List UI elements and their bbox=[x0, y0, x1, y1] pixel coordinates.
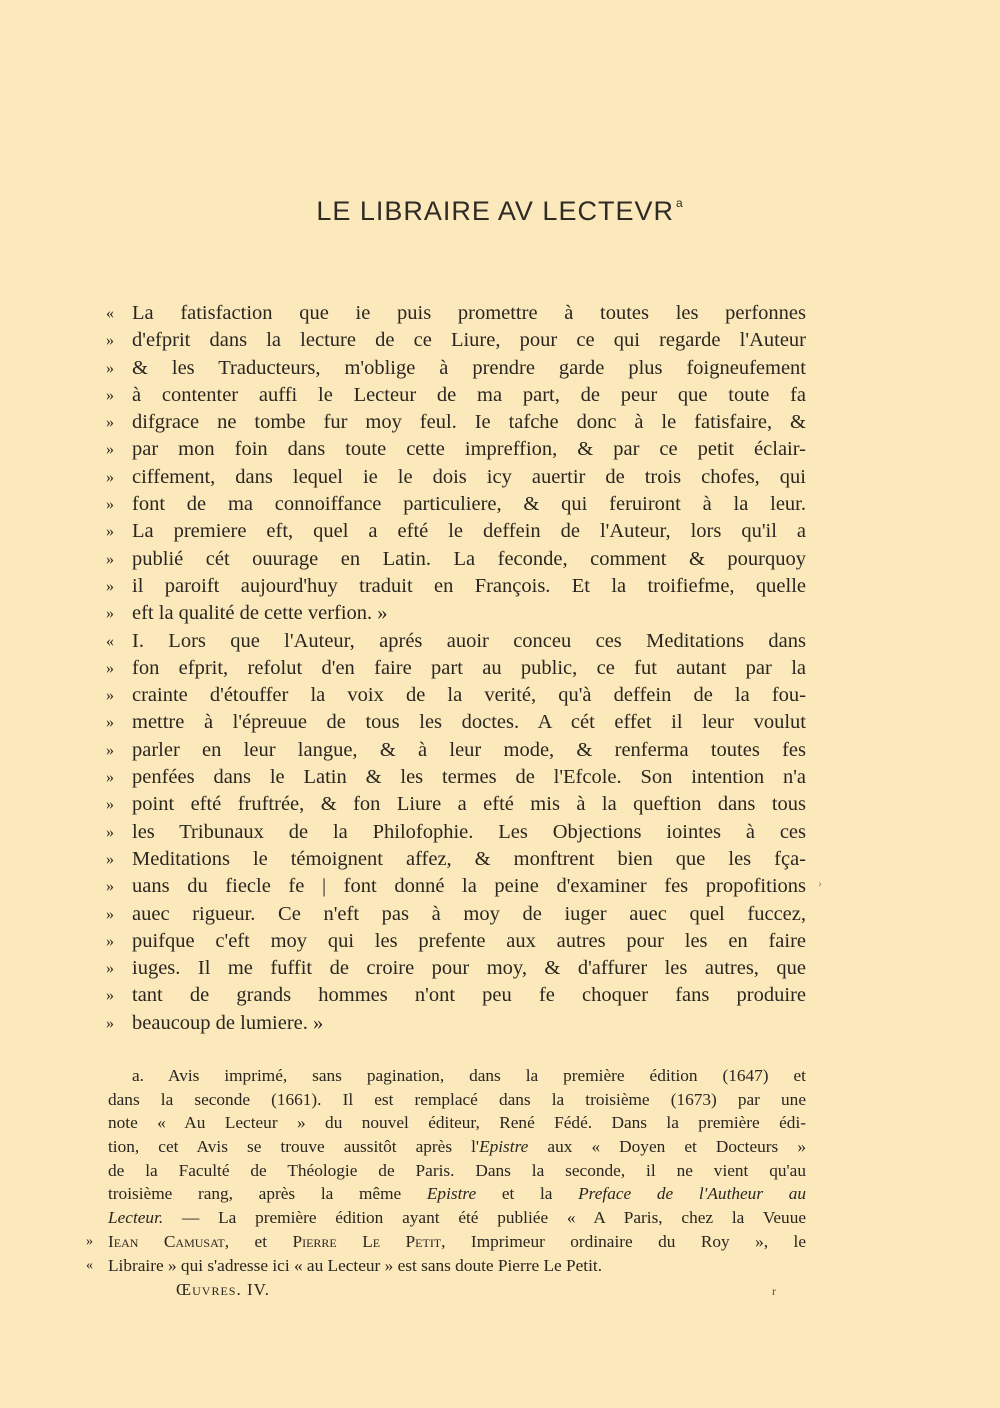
text-line bbox=[106, 982, 806, 1009]
text-line bbox=[106, 682, 806, 709]
page-title bbox=[0, 196, 1000, 227]
quote-mark: » bbox=[106, 878, 114, 896]
quote-mark: » bbox=[106, 659, 114, 677]
bottom-mark: r bbox=[772, 1284, 776, 1298]
text-line bbox=[106, 737, 806, 764]
quote-mark: » bbox=[106, 605, 114, 623]
page-footer: Œuvres. IV. bbox=[176, 1280, 270, 1299]
quote-mark: » bbox=[106, 741, 114, 759]
line-text: uans du fiecle fe | font donné la peine d'examiner fes propofitions bbox=[132, 875, 806, 898]
footnote bbox=[86, 1064, 807, 1277]
footnote-line: a. Avis imprimé, sans pagination, dans la première édition (1647) et bbox=[132, 1066, 806, 1085]
title-text: LE LIBRAIRE AV LECTEVR bbox=[316, 196, 674, 226]
quote-mark: » bbox=[106, 796, 114, 814]
line-text: parler en leur langue, & à leur mode, & renferma toutes fes bbox=[132, 738, 806, 761]
footnote-text: et la bbox=[476, 1184, 579, 1204]
text-line bbox=[106, 791, 806, 818]
line-text: La fatisfaction que ie puis promettre à toutes les perfonnes bbox=[132, 302, 806, 324]
title-note-marker: a bbox=[675, 196, 684, 210]
quote-mark: » bbox=[106, 823, 114, 841]
line-text: crainte d'étouffer la voix de la verité, qu'à deffein de la fou- bbox=[132, 684, 806, 707]
text-line bbox=[106, 819, 806, 846]
quote-mark: » bbox=[106, 905, 114, 923]
quote-mark: » bbox=[106, 550, 114, 568]
quote-mark: » bbox=[106, 441, 114, 459]
line-text: ciffement, dans lequel ie le dois icy auertir de trois chofes, qui bbox=[132, 465, 806, 488]
line-text: à contenter auffi le Lecteur de ma part, de peur que toute fa bbox=[132, 383, 806, 406]
footnote-line bbox=[108, 1135, 806, 1159]
line-text: les Tribunaux de la Philofophie. Les Objections iointes à ces bbox=[132, 820, 806, 843]
text-line bbox=[106, 901, 806, 928]
quote-mark: » bbox=[106, 960, 114, 978]
line-text: d'efprit dans la lecture de ce Liure, pour ce qui regarde l'Auteur bbox=[132, 329, 806, 352]
line-text: auec rigueur. Ce n'eft pas à moy de iuger auec quel fuccez, bbox=[132, 902, 806, 925]
quote-mark: » bbox=[106, 496, 114, 514]
text-line bbox=[106, 327, 806, 354]
line-text: point efté fruftrée, & fon Liure a efté mis à la queftion dans tous bbox=[132, 793, 806, 816]
line-text: mettre à l'épreuue de tous les doctes. A cét effet il leur voulut bbox=[132, 711, 806, 734]
text-line bbox=[106, 382, 806, 409]
line-text: difgrace ne tombe fur moy feul. Ie tafche donc à le fatisfaire, & bbox=[132, 411, 806, 434]
text-line bbox=[106, 464, 806, 491]
text-line bbox=[106, 628, 806, 655]
quote-mark: » bbox=[106, 359, 114, 377]
main-text bbox=[106, 300, 806, 1037]
footnote-line: note « Au Lecteur » du nouvel éditeur, René Fédé. Dans la première édi- bbox=[108, 1113, 806, 1133]
line-text: fon efprit, refolut d'en faire part au public, ce fut autant par la bbox=[132, 656, 806, 679]
text-line bbox=[106, 355, 806, 382]
text-line bbox=[106, 873, 806, 900]
text-line bbox=[106, 655, 806, 682]
line-text: Meditations le témoignent affez, & monftrent bien que les fça- bbox=[132, 847, 806, 870]
line-text: font de ma connoiffance particuliere, & qui feruiront à la leur. bbox=[132, 493, 806, 516]
line-text: publié cét ouurage en Latin. La feconde, comment & pourquoy bbox=[132, 547, 806, 570]
footnote-line bbox=[86, 1230, 807, 1254]
text-line bbox=[106, 491, 806, 518]
text-line bbox=[106, 928, 806, 955]
footnote-smallcaps: Iean Camusat bbox=[108, 1231, 225, 1251]
quote-mark: » bbox=[106, 987, 114, 1005]
line-text: La premiere eft, quel a efté le deffein de l'Auteur, lors qu'il a bbox=[132, 520, 806, 543]
text-line bbox=[106, 846, 806, 873]
line-text: beaucoup de lumiere. » bbox=[132, 1011, 324, 1034]
footnote-text: , Imprimeur ordinaire du Roy », le bbox=[441, 1231, 807, 1251]
quote-mark: » bbox=[106, 769, 114, 787]
quote-mark: » bbox=[106, 850, 114, 868]
footnote-italic: Preface de l'Autheur au bbox=[578, 1184, 807, 1204]
footnote-quote-mark: « bbox=[86, 1257, 93, 1273]
quote-mark: » bbox=[106, 414, 114, 432]
footnote-quote-mark: » bbox=[86, 1233, 93, 1249]
footnote-line bbox=[86, 1254, 806, 1278]
quote-mark: » bbox=[106, 577, 114, 595]
quote-mark: » bbox=[106, 332, 114, 350]
margin-mark: › bbox=[818, 876, 822, 890]
footnote-text: Libraire » qui s'adresse ici « au Lecteur » est sans doute Pierre Le Petit. bbox=[108, 1255, 603, 1275]
line-text: I. Lors que l'Auteur, aprés auoir conceu ces Meditations dans bbox=[132, 629, 806, 652]
footnote-line bbox=[108, 1206, 806, 1230]
text-line bbox=[106, 955, 806, 982]
line-text: penfées dans le Latin & les termes de l'Efcole. Son intention n'a bbox=[132, 766, 806, 789]
footnote-line: dans la seconde (1661). Il est remplacé dans la troisième (1673) par une bbox=[108, 1089, 806, 1109]
quote-mark: » bbox=[106, 523, 114, 541]
quote-mark: « bbox=[106, 305, 114, 322]
footnote-text: tion, cet Avis se trouve aussitôt après l' bbox=[108, 1137, 480, 1157]
text-line bbox=[106, 436, 806, 463]
line-text: eft la qualité de cette verfion. » bbox=[132, 602, 388, 625]
quote-mark: » bbox=[106, 687, 114, 705]
quote-mark: » bbox=[106, 932, 114, 950]
footnote-italic: Epistre bbox=[426, 1184, 477, 1204]
line-text: iuges. Il me fuffit de croire pour moy, & d'affurer les autres, que bbox=[132, 957, 806, 980]
quote-mark: » bbox=[106, 468, 114, 486]
line-text: il paroift aujourd'huy traduit en François. Et la troifiefme, quelle bbox=[132, 574, 806, 597]
text-line bbox=[106, 518, 806, 545]
text-line bbox=[106, 409, 806, 436]
text-line bbox=[106, 300, 806, 327]
footnote-smallcaps: Pierre Le Petit bbox=[292, 1231, 442, 1251]
text-line bbox=[106, 709, 806, 736]
footnote-text: troisième rang, après la même bbox=[108, 1184, 427, 1204]
quote-mark: » bbox=[106, 386, 114, 404]
footnote-line bbox=[108, 1182, 806, 1206]
footnote-line: de la Faculté de Théologie de Paris. Dans la seconde, il ne vient qu'au bbox=[108, 1160, 806, 1180]
text-line bbox=[106, 1010, 806, 1037]
footnote-italic: Lecteur. bbox=[108, 1208, 164, 1228]
line-text: & les Traducteurs, m'oblige à prendre garde plus foigneufement bbox=[132, 356, 806, 379]
quote-mark: « bbox=[106, 632, 114, 650]
line-text: par mon foin dans toute cette impreffion, & par ce petit éclair- bbox=[132, 438, 806, 461]
footnote-italic: Epistre bbox=[479, 1137, 529, 1157]
footnote-text: — La première édition ayant été publiée « A Paris, chez la Veuue bbox=[163, 1208, 806, 1228]
footnote-text: aux « Doyen et Docteurs » bbox=[528, 1137, 806, 1157]
line-text: puifque c'eft moy qui les prefente aux autres pour les en faire bbox=[132, 929, 806, 952]
line-text: tant de grands hommes n'ont peu fe choquer fans produire bbox=[132, 984, 806, 1007]
text-line bbox=[106, 573, 806, 600]
text-line bbox=[106, 600, 806, 627]
text-line bbox=[106, 546, 806, 573]
quote-mark: » bbox=[106, 1014, 114, 1032]
footnote-text: , et bbox=[224, 1231, 293, 1251]
text-line bbox=[106, 764, 806, 791]
quote-mark: » bbox=[106, 714, 114, 732]
